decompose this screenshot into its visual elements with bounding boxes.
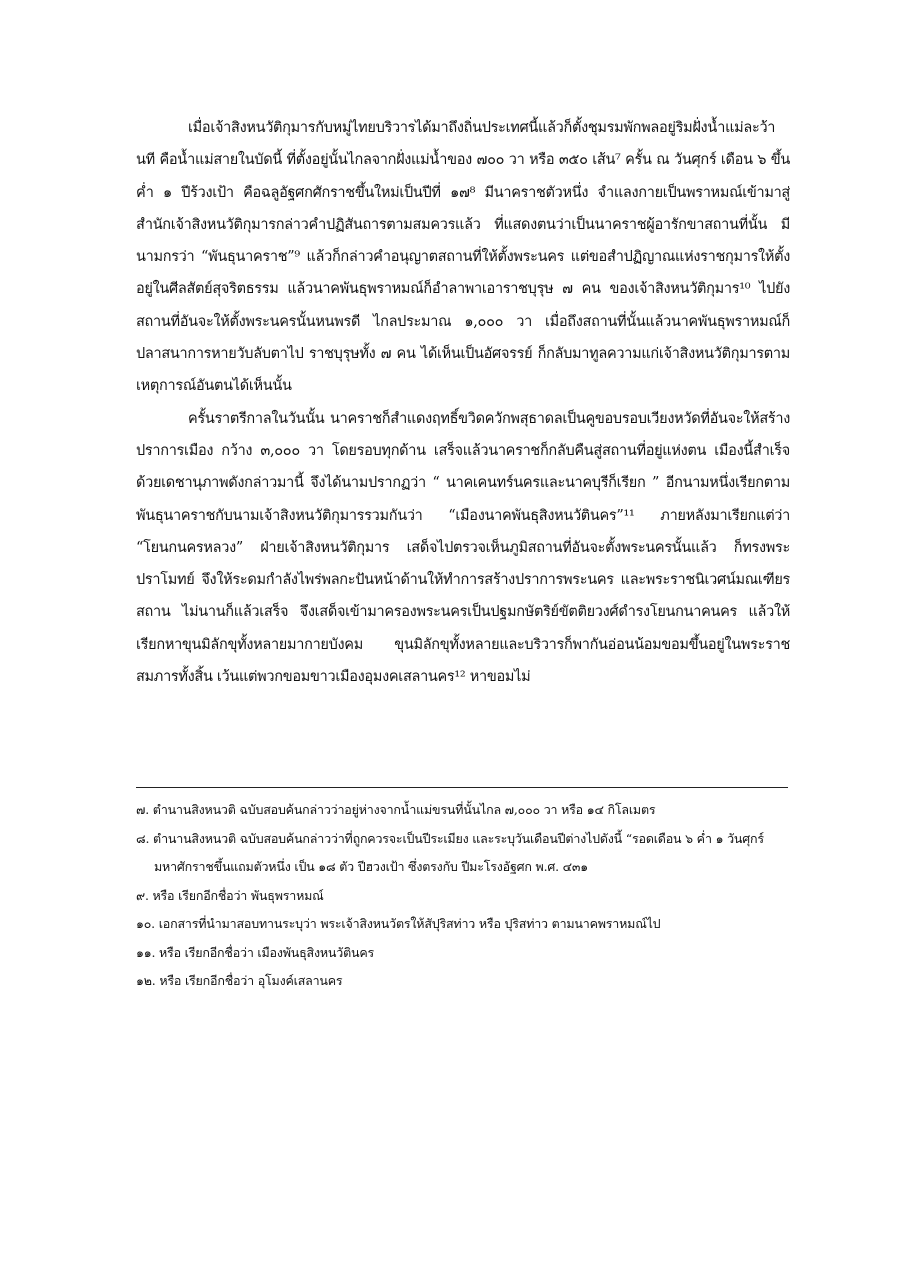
footnote-separator	[136, 787, 788, 788]
footnote-11: ๑๑. หรือ เรียกอีกชื่อว่า เมืองพันธุสิงหนวัตินคร	[136, 944, 375, 960]
footnote-10: ๑๐. เอกสารที่นำมาสอบทานระบุว่า พระเจ้าสิงหนวัตรให้สัปุริสท่าว หรือ ปุริสท่าว ตามนาคพราหมณ์ไป	[136, 916, 661, 931]
footnote-7: ๗. ตำนานสิงหนวติ ฉบับสอบค้นกล่าวว่าอยู่ห่างจากน้ำแม่ขรนที่นั้นไกล ๗,๐๐๐ วา หรือ ๑๔ กิโลเมตร	[136, 802, 656, 817]
footnote-9: ๙. หรือ เรียกอีกชื่อว่า พันธุพราหมณ์	[136, 887, 324, 903]
footnotes	[136, 796, 790, 996]
paragraph-1: เมื่อเจ้าสิงหนวัติกุมารกับหมู่ไทยบริวารได้มาถึงถิ่นประเทศนี้แล้วก็ตั้งชุมรมพักพลอยู่ริมฝั่งน้ำแม่ละว้านที คือน้ำแม่สายในบัดนี้ ที่ตั้งอยู่นั้นไกลจากฝั่งแม่น้ำของ ๗๐๐ วา หรือ ๓๕๐ เส้น⁷ ครั้น ณ วันศุกร์ เดือน ๖ ขึ้นค่ำ ๑ ปีร้วงเป้า คือฉลูอัฐศกศักราชขึ้นใหม่เป็นปีที่ ๑๗⁸ มีนาคราชตัวหนึ่ง จำแลงกายเป็นพราหมณ์เข้ามาสู่สำนักเจ้าสิงหนวัติกุมารกล่าวคำปฏิสันถารตามสมควรแล้ว ที่แสดงตนว่าเป็นนาคราชผู้อารักขาสถานที่นั้น มีนามกรว่า “พันธุนาคราช”⁹ แล้วก็กล่าวคำอนุญาตสถานที่ให้ตั้งพระนคร แต่ขอสำปฏิญาณแห่งราชกุมารให้ตั้งอยู่ในศีลสัตย์สุจริตธรรม แล้วนาคพันธุพราหมณ์ก็อำลาพาเอาราชบุรุษ ๗ คน ของเจ้าสิงหนวัติกุมาร¹⁰ ไปยังสถานที่อันจะให้ตั้งพระนครนั้นหนพรดี ไกลประมาณ ๑,๐๐๐ วา เมื่อถึงสถานที่นั้นแล้วนาคพันธุพราหมณ์ก็ปลาสนาการหายวับลับตาไป ราชบุรุษทั้ง ๗ คน ได้เห็นเป็นอัศจรรย์ ก็กลับมาทูลความแก่เจ้าสิงหนวัติกุมารตามเหตุการณ์อันตนได้เห็นนั้น	[136, 120, 790, 395]
footnote-12: ๑๒. หรือ เรียกอีกชื่อว่า อุโมงค์เสลานคร	[136, 973, 343, 988]
paragraph-2: ครั้นราตรีกาลในวันนั้น นาคราชก็สำแดงฤทธิ์ขวิดควักพสุธาดลเป็นคูขอบรอบเวียงหวัดที่อันจะให้สร้างปราการเมือง กว้าง ๓,๐๐๐ วา โดยรอบทุกด้าน เสร็จแล้วนาคราชก็กลับคืนสู่สถานที่อยู่แห่งตน เมืองนี้สำเร็จด้วยเดชานุภาพดังกล่าวมานี้ จึงได้นามปรากฏว่า “ นาคเคนทร์นครและนาคบุรีก็เรียก ” อีกนามหนึ่งเรียกตามพันธุนาคราชกับนามเจ้าสิงหนวัติกุมารรวมกันว่า “เมืองนาคพันธุสิงหนวัตินคร”¹¹ ภายหลังมาเรียกแต่ว่า “โยนกนครหลวง” ฝ่ายเจ้าสิงหนวัติกุมาร เสด็จไปตรวจเห็นภูมิสถานที่อันจะตั้งพระนครนั้นแล้ว ก็ทรงพระปราโมทย์ จึงให้ระดมกำลังไพร่พลกะปันหน้าด้านให้ทำการสร้างปราการพระนคร และพระราชนิเวศน์มณเฑียรสถาน ไม่นานก็แล้วเสร็จ จึงเสด็จเข้ามาครองพระนครเป็นปฐมกษัตริย์ขัตติยวงศ์ดำรงโยนกนาคนคร แล้วให้เรียกหาขุนมิลักขุทั้งหลายมากายบังคม ขุนมิลักขุทั้งหลายและบริวารก็พากันอ่อนน้อมขอมขึ้นอยู่ในพระราชสมภารทั้งสิ้น เว้นแต่พวกขอมขาวเมืองอุมงคเสลานคร¹² หาขอมไม่	[136, 410, 790, 686]
footnote-8: ๘. ตำนานสิงหนวติ ฉบับสอบค้นกล่าวว่าที่ถูกควรจะเป็นปีระเมียง และระบุวันเดือนปีต่างไปดังนี้ “รอดเดือน ๖ ค่ำ ๑ วันศุกร์ มหาศักราชขึ้นแถมตัวหนึ่ง เป็น ๑๘ ตัว ปีฮวงเป้า ซึ่งตรงกับ ปีมะโรงอัฐศก พ.ศ. ๔๓๑	[136, 830, 764, 874]
body-text	[136, 112, 790, 693]
